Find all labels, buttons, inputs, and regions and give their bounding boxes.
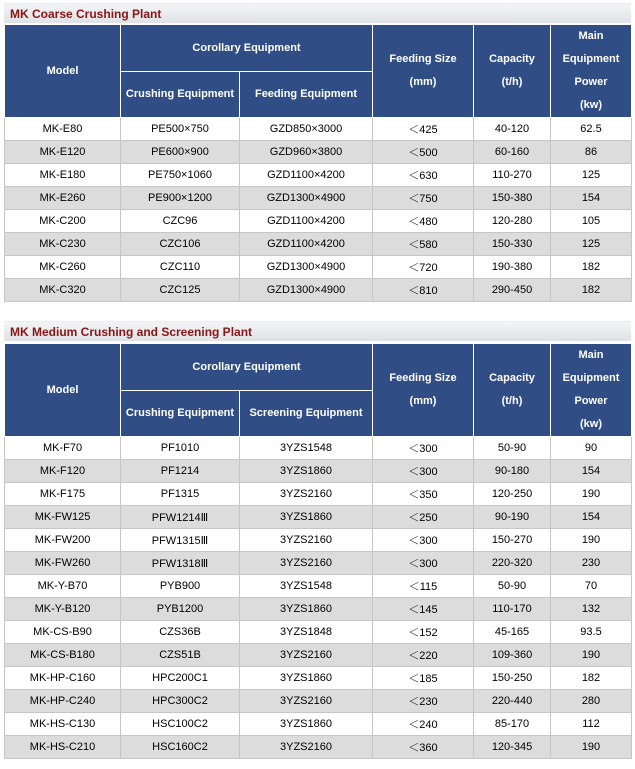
crushing-equipment-cell: PYB1200 [121, 598, 240, 621]
power-cell: 154 [551, 187, 632, 210]
model-cell: MK-FW125 [5, 506, 121, 529]
coarse-plant-title: MK Coarse Crushing Plant [4, 3, 631, 23]
capacity-cell: 120-280 [474, 210, 551, 233]
crushing-equipment-cell: HPC200C1 [121, 667, 240, 690]
crushing-equipment-cell: PFW1315Ⅲ [121, 529, 240, 552]
crushing-equipment-header: Crushing Equipment [121, 391, 240, 437]
capacity-cell: 150-380 [474, 187, 551, 210]
feeding-size-cell: ＜250 [373, 506, 474, 529]
feeding-size-cell: ＜152 [373, 621, 474, 644]
model-cell: MK-E180 [5, 164, 121, 187]
table-row [5, 621, 632, 644]
model-cell: MK-FW200 [5, 529, 121, 552]
feeding-size-cell: ＜230 [373, 690, 474, 713]
secondary-equipment-cell: 3YZS1548 [240, 575, 373, 598]
feeding-size-cell: ＜350 [373, 483, 474, 506]
feeding-size-cell: ＜300 [373, 460, 474, 483]
capacity-cell: 120-345 [474, 736, 551, 759]
power-cell: 70 [551, 575, 632, 598]
coarse-plant-table [4, 24, 632, 302]
medium-plant-table [4, 343, 632, 759]
crushing-equipment-cell: CZS36B [121, 621, 240, 644]
capacity-cell: 150-270 [474, 529, 551, 552]
feeding-size-cell: ＜580 [373, 233, 474, 256]
table-row [5, 256, 632, 279]
secondary-equipment-cell: GZD960×3800 [240, 141, 373, 164]
feeding-equipment-header: Feeding Equipment [240, 72, 373, 118]
feeding-size-header: Feeding Size (mm) [373, 344, 474, 437]
feeding-size-cell: ＜300 [373, 552, 474, 575]
model-cell: MK-E260 [5, 187, 121, 210]
feeding-size-cell: ＜220 [373, 644, 474, 667]
feeding-size-cell: ＜810 [373, 279, 474, 302]
capacity-header: Capacity (t/h) [474, 344, 551, 437]
capacity-cell: 110-170 [474, 598, 551, 621]
model-cell: MK-CS-B90 [5, 621, 121, 644]
secondary-equipment-cell: GZD1300×4900 [240, 187, 373, 210]
crushing-equipment-cell: PF1315 [121, 483, 240, 506]
model-cell: MK-F175 [5, 483, 121, 506]
crushing-equipment-cell: CZC110 [121, 256, 240, 279]
secondary-equipment-cell: 3YZS1860 [240, 598, 373, 621]
table-row [5, 437, 632, 460]
power-cell: 182 [551, 256, 632, 279]
table-row [5, 506, 632, 529]
feeding-size-header: Feeding Size (mm) [373, 25, 474, 118]
model-cell: MK-HS-C210 [5, 736, 121, 759]
secondary-equipment-cell: GZD850×3000 [240, 118, 373, 141]
power-cell: 132 [551, 598, 632, 621]
secondary-equipment-cell: GZD1300×4900 [240, 279, 373, 302]
model-cell: MK-Y-B120 [5, 598, 121, 621]
table-row [5, 118, 632, 141]
feeding-size-cell: ＜750 [373, 187, 474, 210]
power-cell: 90 [551, 437, 632, 460]
power-cell: 280 [551, 690, 632, 713]
power-cell: 93.5 [551, 621, 632, 644]
medium-plant-title: MK Medium Crushing and Screening Plant [4, 321, 631, 341]
model-cell: MK-C260 [5, 256, 121, 279]
power-cell: 154 [551, 506, 632, 529]
table-row [5, 667, 632, 690]
secondary-equipment-cell: GZD1100×4200 [240, 233, 373, 256]
crushing-equipment-cell: PE900×1200 [121, 187, 240, 210]
table-row [5, 575, 632, 598]
secondary-equipment-cell: 3YZS1860 [240, 506, 373, 529]
table-row [5, 644, 632, 667]
crushing-equipment-cell: HPC300C2 [121, 690, 240, 713]
feeding-size-cell: ＜240 [373, 713, 474, 736]
table-row [5, 552, 632, 575]
capacity-cell: 290-450 [474, 279, 551, 302]
table-row [5, 141, 632, 164]
crushing-equipment-cell: HSC100C2 [121, 713, 240, 736]
model-header: Model [5, 25, 121, 118]
model-cell: MK-C200 [5, 210, 121, 233]
model-cell: MK-CS-B180 [5, 644, 121, 667]
secondary-equipment-cell: GZD1100×4200 [240, 164, 373, 187]
model-header: Model [5, 344, 121, 437]
capacity-cell: 45-165 [474, 621, 551, 644]
power-cell: 112 [551, 713, 632, 736]
secondary-equipment-cell: 3YZS1548 [240, 437, 373, 460]
capacity-cell: 190-380 [474, 256, 551, 279]
power-cell: 182 [551, 667, 632, 690]
secondary-equipment-cell: 3YZS2160 [240, 644, 373, 667]
secondary-equipment-cell: 3YZS1848 [240, 621, 373, 644]
capacity-cell: 85-170 [474, 713, 551, 736]
power-cell: 230 [551, 552, 632, 575]
feeding-size-cell: ＜630 [373, 164, 474, 187]
model-cell: MK-C320 [5, 279, 121, 302]
power-cell: 190 [551, 644, 632, 667]
model-cell: MK-HP-C240 [5, 690, 121, 713]
feeding-size-cell: ＜360 [373, 736, 474, 759]
crushing-equipment-cell: PE500×750 [121, 118, 240, 141]
secondary-equipment-cell: 3YZS2160 [240, 483, 373, 506]
crushing-equipment-cell: CZC106 [121, 233, 240, 256]
power-cell: 62.5 [551, 118, 632, 141]
feeding-size-cell: ＜185 [373, 667, 474, 690]
crushing-equipment-cell: CZS51B [121, 644, 240, 667]
capacity-cell: 90-190 [474, 506, 551, 529]
secondary-equipment-cell: 3YZS1860 [240, 713, 373, 736]
secondary-equipment-cell: 3YZS2160 [240, 552, 373, 575]
table-row [5, 690, 632, 713]
crushing-equipment-cell: PF1214 [121, 460, 240, 483]
model-cell: MK-F120 [5, 460, 121, 483]
power-cell: 190 [551, 529, 632, 552]
capacity-cell: 150-330 [474, 233, 551, 256]
capacity-cell: 110-270 [474, 164, 551, 187]
power-header: Main Equipment Power (kw) [551, 25, 632, 118]
capacity-cell: 220-440 [474, 690, 551, 713]
feeding-size-cell: ＜480 [373, 210, 474, 233]
power-cell: 105 [551, 210, 632, 233]
capacity-cell: 40-120 [474, 118, 551, 141]
screening-equipment-header: Screening Equipment [240, 391, 373, 437]
model-cell: MK-E120 [5, 141, 121, 164]
feeding-size-cell: ＜115 [373, 575, 474, 598]
table-row [5, 279, 632, 302]
capacity-cell: 150-250 [474, 667, 551, 690]
corollary-equipment-header: Corollary Equipment [121, 25, 373, 72]
table-row [5, 164, 632, 187]
feeding-size-cell: ＜145 [373, 598, 474, 621]
table-row [5, 187, 632, 210]
secondary-equipment-cell: GZD1100×4200 [240, 210, 373, 233]
table-row [5, 529, 632, 552]
crushing-equipment-header: Crushing Equipment [121, 72, 240, 118]
secondary-equipment-cell: 3YZS2160 [240, 736, 373, 759]
crushing-equipment-cell: CZC96 [121, 210, 240, 233]
capacity-header: Capacity (t/h) [474, 25, 551, 118]
crushing-equipment-cell: PE750×1060 [121, 164, 240, 187]
capacity-cell: 120-250 [474, 483, 551, 506]
model-cell: MK-HS-C130 [5, 713, 121, 736]
capacity-cell: 109-360 [474, 644, 551, 667]
table-row [5, 483, 632, 506]
table-row [5, 713, 632, 736]
crushing-equipment-cell: PF1010 [121, 437, 240, 460]
feeding-size-cell: ＜300 [373, 529, 474, 552]
model-cell: MK-F70 [5, 437, 121, 460]
capacity-cell: 60-160 [474, 141, 551, 164]
model-cell: MK-HP-C160 [5, 667, 121, 690]
feeding-size-cell: ＜425 [373, 118, 474, 141]
secondary-equipment-cell: 3YZS2160 [240, 690, 373, 713]
feeding-size-cell: ＜720 [373, 256, 474, 279]
table-row [5, 736, 632, 759]
capacity-cell: 50-90 [474, 437, 551, 460]
capacity-cell: 90-180 [474, 460, 551, 483]
feeding-size-cell: ＜300 [373, 437, 474, 460]
table-row [5, 460, 632, 483]
secondary-equipment-cell: 3YZS2160 [240, 529, 373, 552]
capacity-cell: 220-320 [474, 552, 551, 575]
table-row [5, 598, 632, 621]
secondary-equipment-cell: 3YZS1860 [240, 460, 373, 483]
crushing-equipment-cell: CZC125 [121, 279, 240, 302]
power-cell: 125 [551, 233, 632, 256]
crushing-equipment-cell: PYB900 [121, 575, 240, 598]
model-cell: MK-Y-B70 [5, 575, 121, 598]
power-header: Main Equipment Power (kw) [551, 344, 632, 437]
crushing-equipment-cell: PFW1214Ⅲ [121, 506, 240, 529]
power-cell: 125 [551, 164, 632, 187]
feeding-size-cell: ＜500 [373, 141, 474, 164]
secondary-equipment-cell: GZD1300×4900 [240, 256, 373, 279]
crushing-equipment-cell: PE600×900 [121, 141, 240, 164]
crushing-equipment-cell: PFW1318Ⅲ [121, 552, 240, 575]
secondary-equipment-cell: 3YZS1860 [240, 667, 373, 690]
power-cell: 86 [551, 141, 632, 164]
corollary-equipment-header: Corollary Equipment [121, 344, 373, 391]
capacity-cell: 50-90 [474, 575, 551, 598]
model-cell: MK-C230 [5, 233, 121, 256]
power-cell: 190 [551, 736, 632, 759]
model-cell: MK-E80 [5, 118, 121, 141]
power-cell: 190 [551, 483, 632, 506]
table-row [5, 233, 632, 256]
crushing-equipment-cell: HSC160C2 [121, 736, 240, 759]
power-cell: 182 [551, 279, 632, 302]
table-row [5, 210, 632, 233]
model-cell: MK-FW260 [5, 552, 121, 575]
power-cell: 154 [551, 460, 632, 483]
